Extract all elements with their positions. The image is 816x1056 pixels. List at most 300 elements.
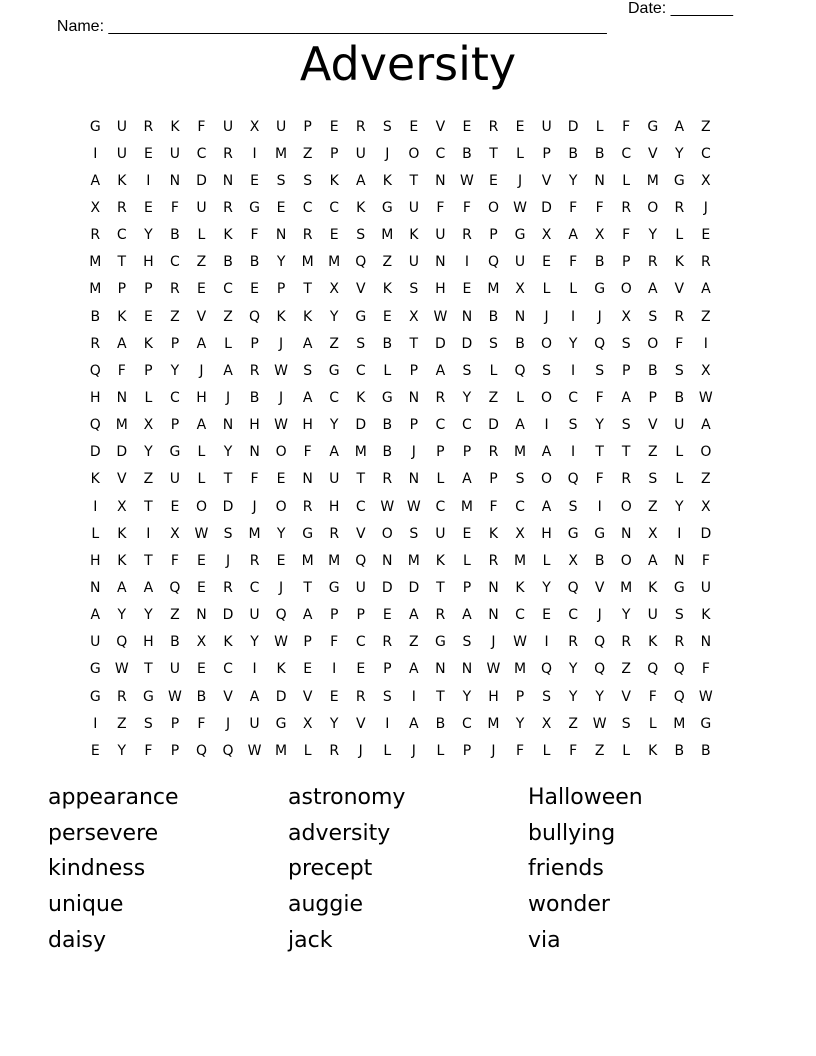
grid-letter: I bbox=[252, 145, 257, 162]
grid-letter: S bbox=[409, 525, 419, 542]
grid-letter: U bbox=[116, 145, 127, 162]
grid-letter: R bbox=[435, 607, 446, 624]
grid-letter: L bbox=[542, 742, 551, 759]
grid-letter: O bbox=[541, 335, 553, 352]
grid-letter: U bbox=[169, 471, 181, 488]
grid-letter: Z bbox=[302, 145, 313, 162]
grid-letter: F bbox=[569, 742, 578, 759]
grid-letter: Q bbox=[116, 634, 128, 651]
grid-letter: I bbox=[385, 715, 390, 732]
grid-letter: K bbox=[356, 389, 366, 406]
grid-letter: Y bbox=[329, 715, 339, 732]
grid-letter: S bbox=[356, 335, 366, 352]
grid-letter: X bbox=[143, 417, 154, 434]
grid-letter: Z bbox=[701, 308, 711, 325]
grid-letter: Y bbox=[621, 607, 631, 624]
grid-letter: P bbox=[170, 715, 180, 732]
grid-letter: Y bbox=[675, 498, 684, 515]
grid-letter: D bbox=[275, 688, 287, 705]
grid-letter: K bbox=[356, 199, 366, 216]
grid-letter: K bbox=[488, 525, 499, 542]
grid-letter: Y bbox=[568, 335, 578, 352]
grid-letter: Y bbox=[648, 227, 658, 244]
grid-letter: L bbox=[91, 525, 100, 542]
grid-letter: V bbox=[355, 715, 366, 732]
grid-letter: R bbox=[621, 471, 632, 488]
grid-letter: F bbox=[701, 661, 710, 678]
grid-letter: K bbox=[117, 525, 127, 542]
grid-letter: R bbox=[329, 525, 340, 542]
grid-letter: S bbox=[621, 715, 631, 732]
grid-letter: Y bbox=[568, 688, 578, 705]
grid-letter: D bbox=[89, 444, 101, 461]
grid-letter: Q bbox=[89, 417, 101, 434]
grid-letter: I bbox=[544, 417, 549, 434]
grid-letter: A bbox=[701, 417, 711, 434]
grid-letter: E bbox=[170, 498, 180, 515]
grid-letter: Z bbox=[196, 254, 207, 271]
grid-letter: J bbox=[252, 498, 257, 515]
grid-letter: B bbox=[701, 742, 711, 759]
grid-letter: Y bbox=[595, 688, 604, 705]
grid-letter: K bbox=[303, 308, 313, 325]
grid-letter: P bbox=[409, 417, 419, 434]
grid-letter: C bbox=[223, 661, 233, 678]
grid-letter: D bbox=[541, 199, 552, 216]
grid-letter: L bbox=[622, 172, 631, 189]
grid-letter: Q bbox=[275, 607, 287, 624]
grid-letter: A bbox=[302, 335, 313, 352]
grid-letter: G bbox=[594, 525, 606, 542]
grid-letter: Q bbox=[89, 362, 101, 379]
grid-letter: F bbox=[595, 389, 604, 406]
grid-letter: L bbox=[197, 227, 206, 244]
grid-letter: Y bbox=[276, 254, 286, 271]
grid-letter: T bbox=[144, 498, 153, 515]
grid-letter: S bbox=[648, 471, 658, 488]
grid-letter: V bbox=[674, 281, 685, 298]
grid-letter: G bbox=[89, 661, 101, 678]
grid-letter: Q bbox=[594, 661, 606, 678]
grid-letter: G bbox=[567, 525, 579, 542]
grid-letter: R bbox=[382, 471, 393, 488]
grid-letter: E bbox=[462, 118, 472, 135]
grid-letter: A bbox=[355, 172, 366, 189]
grid-letter: M bbox=[487, 281, 500, 298]
grid-letter: O bbox=[620, 281, 632, 298]
grid-letter: O bbox=[620, 498, 632, 515]
grid-letter: G bbox=[673, 172, 685, 189]
grid-letter: J bbox=[385, 145, 390, 162]
grid-letter: C bbox=[435, 145, 446, 162]
grid-letter: E bbox=[143, 199, 153, 216]
grid-letter: M bbox=[620, 579, 633, 596]
grid-letter: F bbox=[250, 471, 259, 488]
grid-letter: N bbox=[674, 552, 685, 569]
grid-letter: X bbox=[409, 308, 419, 325]
grid-letter: Y bbox=[329, 308, 339, 325]
grid-letter: I bbox=[93, 715, 98, 732]
grid-letter: X bbox=[117, 498, 127, 515]
grid-letter: Q bbox=[567, 579, 579, 596]
grid-letter: G bbox=[381, 389, 393, 406]
grid-letter: B bbox=[382, 417, 393, 434]
grid-letter: G bbox=[249, 199, 260, 216]
grid-letter: G bbox=[328, 362, 340, 379]
grid-letter: X bbox=[621, 308, 631, 325]
grid-letter: Z bbox=[621, 661, 631, 678]
word-list-item: precept bbox=[288, 856, 373, 882]
grid-letter: A bbox=[90, 607, 101, 624]
grid-letter: T bbox=[303, 281, 312, 298]
grid-letter: A bbox=[515, 417, 525, 434]
grid-letter: E bbox=[276, 471, 286, 488]
grid-letter: M bbox=[407, 552, 420, 569]
grid-letter: W bbox=[167, 688, 182, 705]
grid-letter: S bbox=[382, 118, 392, 135]
grid-letter: G bbox=[381, 199, 393, 216]
grid-letter: L bbox=[224, 335, 232, 352]
word-search-grid bbox=[82, 113, 734, 764]
grid-letter: I bbox=[93, 145, 98, 162]
grid-letter: A bbox=[462, 607, 472, 624]
grid-letter: O bbox=[647, 335, 659, 352]
grid-letter: C bbox=[568, 607, 578, 624]
grid-letter: J bbox=[279, 389, 284, 406]
grid-letter: X bbox=[170, 525, 180, 542]
grid-letter: U bbox=[169, 661, 181, 678]
grid-letter: P bbox=[515, 688, 525, 705]
grid-letter: A bbox=[568, 227, 578, 244]
grid-letter: L bbox=[436, 471, 445, 488]
grid-letter: T bbox=[436, 579, 445, 596]
grid-letter: V bbox=[435, 118, 446, 135]
grid-letter: B bbox=[170, 227, 180, 244]
grid-letter: E bbox=[356, 661, 366, 678]
grid-letter: R bbox=[143, 118, 154, 135]
grid-letter: L bbox=[622, 742, 631, 759]
grid-letter: O bbox=[195, 498, 207, 515]
grid-letter: E bbox=[143, 308, 153, 325]
grid-letter: X bbox=[249, 118, 260, 135]
grid-letter: V bbox=[302, 688, 313, 705]
grid-letter: K bbox=[170, 118, 180, 135]
grid-letter: Y bbox=[144, 607, 153, 624]
grid-letter: D bbox=[355, 417, 367, 434]
grid-letter: L bbox=[675, 227, 684, 244]
grid-letter: L bbox=[383, 362, 392, 379]
grid-letter: B bbox=[594, 552, 605, 569]
grid-letter: W bbox=[592, 715, 607, 732]
grid-letter: J bbox=[199, 362, 204, 379]
grid-letter: B bbox=[568, 145, 578, 162]
grid-letter: Q bbox=[673, 688, 685, 705]
grid-letter: F bbox=[701, 552, 710, 569]
grid-letter: U bbox=[116, 118, 127, 135]
grid-letter: Y bbox=[276, 525, 286, 542]
grid-letter: E bbox=[197, 552, 206, 569]
grid-letter: M bbox=[89, 281, 102, 298]
grid-letter: R bbox=[674, 199, 685, 216]
word-list-item: appearance bbox=[48, 785, 179, 811]
grid-letter: Q bbox=[487, 254, 499, 271]
grid-letter: F bbox=[197, 715, 206, 732]
grid-letter: U bbox=[196, 199, 207, 216]
grid-letter: E bbox=[542, 607, 551, 624]
grid-letter: L bbox=[516, 389, 524, 406]
grid-letter: I bbox=[464, 254, 469, 271]
grid-letter: N bbox=[620, 525, 632, 542]
grid-letter: M bbox=[275, 742, 288, 759]
grid-letter: Y bbox=[462, 688, 472, 705]
grid-letter: B bbox=[674, 742, 685, 759]
grid-letter: W bbox=[194, 525, 209, 542]
grid-letter: Z bbox=[701, 118, 711, 135]
grid-letter: K bbox=[648, 742, 658, 759]
grid-letter: T bbox=[303, 579, 312, 596]
grid-letter: N bbox=[461, 308, 473, 325]
grid-letter: P bbox=[462, 742, 472, 759]
grid-letter: G bbox=[142, 688, 154, 705]
grid-letter: Z bbox=[117, 715, 127, 732]
grid-letter: Y bbox=[568, 172, 578, 189]
grid-letter: W bbox=[274, 362, 289, 379]
grid-letter: D bbox=[700, 525, 712, 542]
grid-letter: S bbox=[223, 525, 233, 542]
grid-letter: G bbox=[89, 118, 101, 135]
grid-letter: T bbox=[489, 145, 498, 162]
grid-letter: G bbox=[647, 118, 659, 135]
grid-letter: P bbox=[462, 444, 472, 461]
grid-letter: U bbox=[249, 715, 260, 732]
grid-letter: X bbox=[701, 172, 711, 189]
grid-letter: M bbox=[301, 552, 314, 569]
grid-letter: U bbox=[408, 199, 419, 216]
grid-letter: L bbox=[595, 118, 604, 135]
grid-letter: F bbox=[197, 118, 206, 135]
grid-letter: R bbox=[116, 688, 127, 705]
grid-letter: K bbox=[117, 552, 127, 569]
grid-letter: H bbox=[249, 417, 260, 434]
grid-letter: J bbox=[544, 308, 549, 325]
grid-letter: A bbox=[409, 607, 419, 624]
grid-letter: E bbox=[250, 281, 259, 298]
grid-letter: B bbox=[196, 688, 207, 705]
grid-letter: R bbox=[223, 579, 233, 596]
grid-letter: E bbox=[701, 227, 711, 244]
grid-letter: M bbox=[513, 552, 527, 569]
grid-letter: J bbox=[491, 634, 496, 651]
grid-letter: P bbox=[170, 742, 180, 759]
grid-letter: B bbox=[515, 335, 525, 352]
grid-letter: R bbox=[249, 362, 260, 379]
grid-letter: X bbox=[515, 281, 525, 298]
grid-letter: K bbox=[223, 634, 233, 651]
grid-letter: G bbox=[594, 281, 606, 298]
grid-letter: P bbox=[144, 362, 153, 379]
grid-letter: J bbox=[279, 579, 284, 596]
grid-letter: X bbox=[515, 525, 525, 542]
grid-letter: P bbox=[621, 362, 631, 379]
grid-letter: H bbox=[302, 417, 313, 434]
grid-letter: C bbox=[515, 607, 525, 624]
grid-letter: W bbox=[698, 389, 713, 406]
grid-letter: K bbox=[382, 172, 392, 189]
grid-letter: X bbox=[329, 281, 339, 298]
grid-letter: G bbox=[169, 444, 181, 461]
grid-letter: C bbox=[329, 199, 340, 216]
grid-letter: H bbox=[90, 552, 101, 569]
grid-letter: N bbox=[249, 444, 260, 461]
word-list bbox=[48, 780, 768, 958]
grid-letter: R bbox=[674, 634, 685, 651]
grid-letter: P bbox=[489, 227, 498, 244]
grid-letter: O bbox=[408, 145, 420, 162]
grid-letter: W bbox=[247, 742, 262, 759]
grid-letter: N bbox=[222, 417, 234, 434]
grid-letter: R bbox=[170, 281, 180, 298]
grid-letter: M bbox=[487, 715, 500, 732]
grid-letter: N bbox=[408, 471, 420, 488]
grid-letter: F bbox=[170, 199, 179, 216]
grid-letter: S bbox=[382, 688, 392, 705]
grid-letter: J bbox=[225, 715, 231, 732]
grid-letter: U bbox=[647, 607, 658, 624]
word-list-item: auggie bbox=[288, 892, 364, 918]
grid-letter: A bbox=[302, 389, 313, 406]
grid-letter: R bbox=[621, 634, 632, 651]
grid-letter: W bbox=[380, 498, 395, 515]
grid-letter: W bbox=[460, 172, 474, 189]
grid-letter: F bbox=[675, 335, 684, 352]
grid-letter: D bbox=[222, 607, 234, 624]
grid-letter: K bbox=[701, 607, 711, 624]
grid-letter: T bbox=[621, 444, 631, 461]
grid-letter: I bbox=[597, 498, 602, 515]
grid-letter: U bbox=[249, 607, 260, 624]
grid-letter: J bbox=[491, 742, 496, 759]
grid-letter: F bbox=[170, 552, 179, 569]
grid-letter: S bbox=[542, 362, 552, 379]
grid-letter: Z bbox=[647, 444, 658, 461]
grid-letter: U bbox=[408, 254, 419, 271]
grid-letter: Q bbox=[647, 661, 659, 678]
grid-letter: P bbox=[170, 417, 180, 434]
grid-letter: A bbox=[409, 661, 419, 678]
word-list-item: unique bbox=[48, 892, 124, 918]
grid-letter: B bbox=[594, 254, 605, 271]
grid-letter: B bbox=[488, 308, 499, 325]
grid-letter: S bbox=[143, 715, 153, 732]
grid-letter: Q bbox=[355, 552, 367, 569]
grid-letter: A bbox=[223, 362, 233, 379]
grid-letter: U bbox=[674, 417, 685, 434]
grid-letter: M bbox=[673, 715, 686, 732]
grid-letter: V bbox=[355, 525, 366, 542]
grid-letter: V bbox=[117, 471, 127, 488]
grid-letter: W bbox=[486, 661, 501, 678]
word-list-item: kindness bbox=[48, 856, 146, 882]
grid-letter: P bbox=[436, 444, 445, 461]
grid-letter: P bbox=[621, 254, 631, 271]
grid-letter: A bbox=[621, 389, 631, 406]
grid-letter: D bbox=[408, 579, 420, 596]
grid-letter: I bbox=[146, 525, 151, 542]
grid-letter: A bbox=[701, 281, 711, 298]
grid-letter: U bbox=[700, 579, 711, 596]
grid-letter: F bbox=[489, 498, 498, 515]
grid-letter: A bbox=[117, 335, 127, 352]
grid-letter: R bbox=[355, 118, 366, 135]
grid-letter: K bbox=[674, 254, 684, 271]
grid-letter: Y bbox=[515, 715, 525, 732]
grid-letter: R bbox=[462, 227, 472, 244]
grid-letter: Y bbox=[675, 145, 684, 162]
grid-letter: L bbox=[436, 742, 445, 759]
grid-letter: E bbox=[197, 661, 206, 678]
grid-letter: H bbox=[435, 281, 446, 298]
grid-letter: T bbox=[144, 661, 153, 678]
grid-letter: T bbox=[223, 471, 233, 488]
grid-letter: K bbox=[223, 227, 233, 244]
grid-letter: E bbox=[542, 254, 551, 271]
grid-letter: R bbox=[329, 742, 340, 759]
grid-letter: D bbox=[196, 172, 207, 189]
word-list-item: friends bbox=[528, 856, 604, 882]
grid-letter: U bbox=[169, 145, 181, 162]
grid-letter: E bbox=[276, 552, 286, 569]
grid-letter: E bbox=[329, 227, 339, 244]
grid-letter: Z bbox=[329, 335, 339, 352]
grid-letter: N bbox=[116, 389, 128, 406]
grid-letter: Z bbox=[701, 471, 711, 488]
grid-letter: C bbox=[435, 498, 446, 515]
date-field-label: Date: _______ bbox=[628, 0, 733, 17]
grid-letter: A bbox=[329, 444, 339, 461]
grid-letter: P bbox=[117, 281, 127, 298]
grid-letter: W bbox=[698, 688, 713, 705]
grid-letter: K bbox=[648, 634, 658, 651]
grid-letter: D bbox=[434, 335, 446, 352]
grid-letter: G bbox=[434, 634, 446, 651]
grid-letter: S bbox=[489, 335, 498, 352]
grid-letter: N bbox=[382, 552, 393, 569]
grid-letter: A bbox=[196, 417, 207, 434]
page-title: Adversity bbox=[299, 37, 517, 91]
grid-letter: D bbox=[567, 118, 579, 135]
grid-letter: K bbox=[117, 308, 127, 325]
grid-letter: K bbox=[435, 552, 445, 569]
grid-letter: Y bbox=[329, 417, 339, 434]
grid-letter: C bbox=[355, 498, 366, 515]
grid-letter: F bbox=[595, 471, 604, 488]
grid-letter: A bbox=[541, 498, 552, 515]
grid-letter: Q bbox=[541, 661, 553, 678]
grid-letter: F bbox=[330, 634, 339, 651]
grid-letter: S bbox=[568, 498, 578, 515]
grid-letter: T bbox=[356, 471, 366, 488]
grid-letter: N bbox=[594, 172, 605, 189]
grid-letter: D bbox=[461, 335, 473, 352]
grid-letter: S bbox=[303, 362, 313, 379]
grid-letter: E bbox=[329, 688, 339, 705]
grid-letter: J bbox=[517, 172, 523, 189]
grid-letter: P bbox=[329, 145, 339, 162]
grid-letter: V bbox=[223, 688, 233, 705]
grid-letter: F bbox=[569, 254, 578, 271]
grid-letter: Q bbox=[567, 471, 579, 488]
grid-letter: U bbox=[435, 227, 446, 244]
